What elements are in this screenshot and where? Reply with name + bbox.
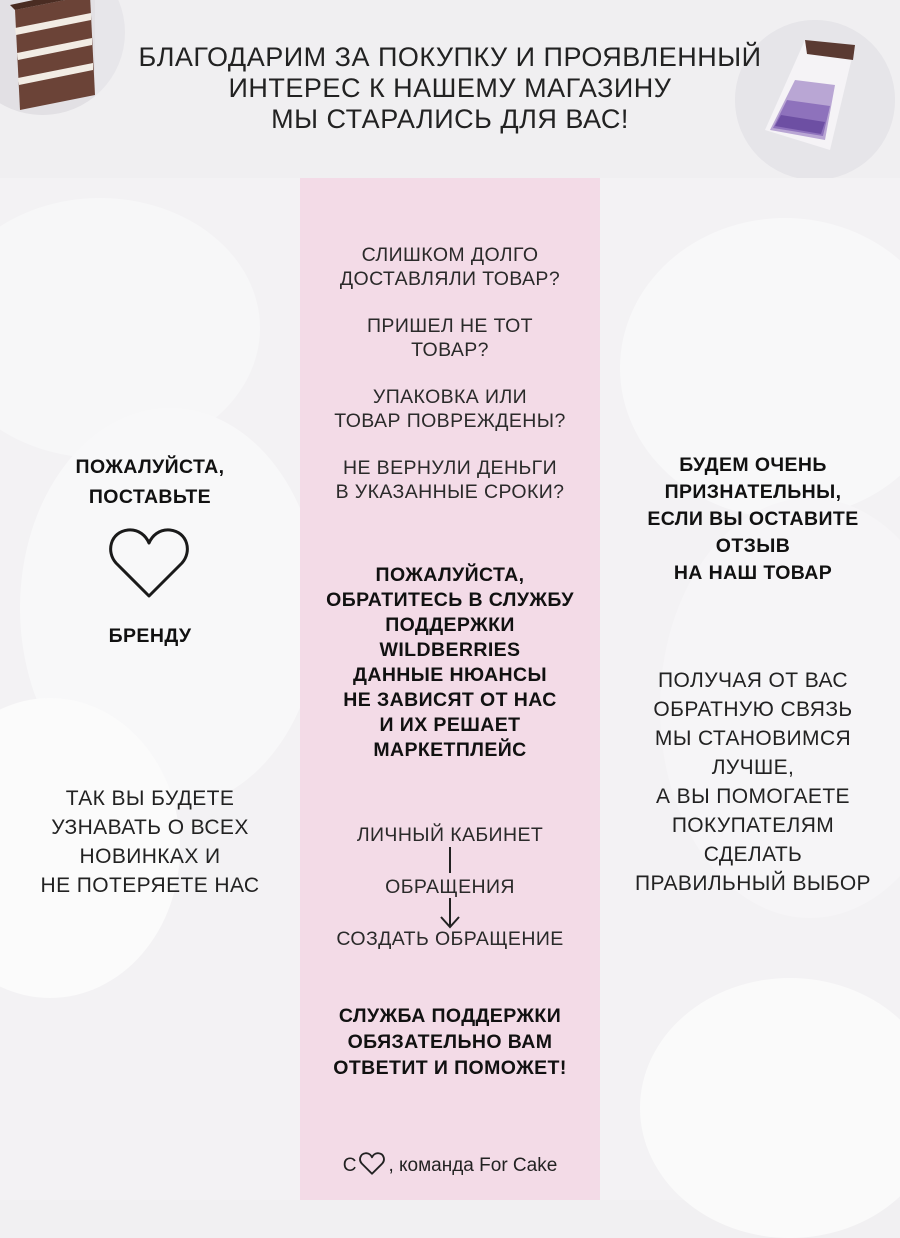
question-line: СЛИШКОМ ДОЛГО [361,244,539,266]
support-promise-line: ОБЯЗАТЕЛЬНО ВАМ [347,1031,553,1053]
header [0,0,900,178]
support-line: МАРКЕТПЛЕЙС [373,739,527,761]
question-1 [300,243,600,291]
review-request-line: ОТЗЫВ [715,535,791,557]
question-3 [300,385,600,433]
info-text [0,784,300,900]
info-text-line: ТАК ВЫ БУДЕТЕ [65,787,235,810]
header-title [0,42,900,135]
support-line: ПОДДЕРЖКИ [385,614,515,636]
feedback-line: ПОКУПАТЕЛЯМ [671,814,835,837]
support-promise-line: СЛУЖБА ПОДДЕРЖКИ [338,1005,562,1027]
header-title-line: ИНТЕРЕС К НАШЕМУ МАГАЗИНУ [228,73,672,103]
review-request-line: ЕСЛИ ВЫ ОСТАВИТЕ [647,508,859,530]
review-request-line: ПРИЗНАТЕЛЬНЫ, [664,481,842,503]
rate-request [0,452,300,512]
support-line: НЕ ЗАВИСЯТ ОТ НАС [343,689,557,711]
rate-request-line: ПОЖАЛУЙСТА, [75,456,225,478]
question-line: ДОСТАВЛЯЛИ ТОВАР? [339,268,561,290]
review-request-line: НА НАШ ТОВАР [673,562,833,584]
support-request [300,563,600,763]
question-line: ТОВАР ПОВРЕЖДЕНЫ? [334,410,566,432]
brand-label: БРЕНДУ [108,625,192,647]
feedback-line: ПРАВИЛЬНЫЙ ВЫБОР [635,872,871,895]
arrow-down-icon [438,898,462,930]
question-2 [300,314,600,362]
rate-request-line: ПОСТАВЬТЕ [88,486,212,508]
support-line: И ИХ РЕШАЕТ [379,714,521,736]
heart-small-icon [359,1152,385,1175]
feedback-line: ОБРАТНУЮ СВЯЗЬ [653,698,853,721]
support-line: ПОЖАЛУЙСТА, [375,564,525,586]
plate-shape [640,978,900,1238]
question-line: УПАКОВКА ИЛИ [372,386,528,408]
question-4 [300,456,600,504]
question-line: ТОВАР? [411,339,489,361]
header-title-line: МЫ СТАРАЛИСЬ ДЛЯ ВАС! [271,104,629,134]
support-promise [300,1003,600,1081]
info-text-line: УЗНАВАТЬ О ВСЕХ [51,816,249,839]
support-promise-line: ОТВЕТИТ И ПОМОЖЕТ! [333,1057,567,1079]
review-request-line: БУДЕМ ОЧЕНЬ [679,454,827,476]
header-title-line: БЛАГОДАРИМ ЗА ПОКУПКУ И ПРОЯВЛЕННЫЙ [138,42,762,72]
info-text-line: НЕ ПОТЕРЯЕТЕ НАС [40,874,260,897]
signature [300,1152,600,1177]
heart-outline-icon [108,526,190,600]
feedback-line: МЫ СТАНОВИМСЯ [654,727,852,750]
feedback-text [603,666,900,898]
review-request [603,452,900,587]
question-line: В УКАЗАННЫЕ СРОКИ? [335,481,565,503]
signature-suffix: , команда For Cake [388,1155,558,1176]
support-line: ОБРАТИТЕСЬ В СЛУЖБУ [326,589,574,611]
path-step-cabinet: ЛИЧНЫЙ КАБИНЕТ [356,824,544,846]
feedback-line: ЛУЧШЕ, [711,756,795,779]
support-line: ДАННЫЕ НЮАНСЫ [353,664,547,686]
question-line: ПРИШЕЛ НЕ ТОТ [367,315,533,337]
path-step-requests: ОБРАЩЕНИЯ [385,876,515,898]
feedback-line: ПОЛУЧАЯ ОТ ВАС [658,669,848,692]
feedback-line: А ВЫ ПОМОГАЕТЕ [656,785,850,808]
question-line: НЕ ВЕРНУЛИ ДЕНЬГИ [342,457,558,479]
info-text-line: НОВИНКАХ И [79,845,221,868]
path-step-create: СОЗДАТЬ ОБРАЩЕНИЕ [336,928,564,950]
support-line: WILDBERRIES [379,639,521,661]
feedback-line: СДЕЛАТЬ [703,843,803,866]
connector-line-icon [440,847,460,875]
signature-prefix: С [342,1155,357,1176]
